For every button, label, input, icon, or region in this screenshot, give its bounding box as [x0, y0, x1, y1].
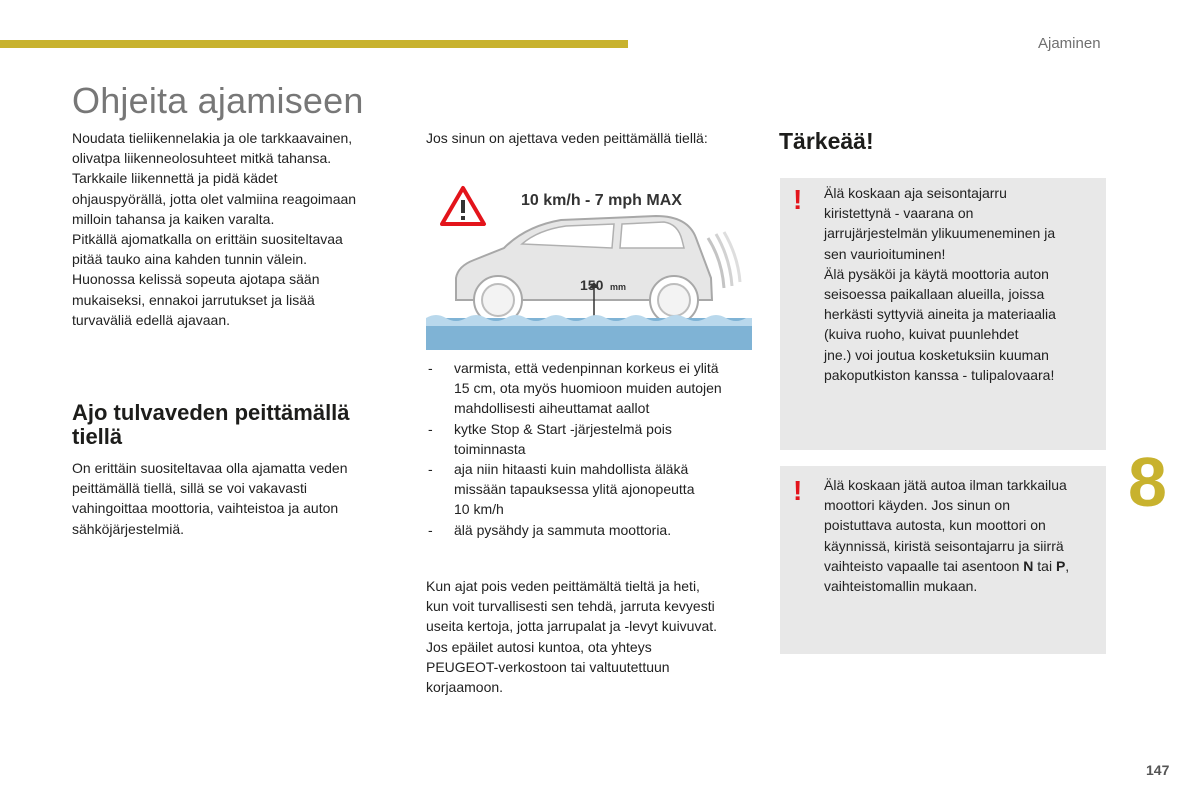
after-line: useita kertoja, jotta jarrupalat ja -levyt kuivuvat.	[426, 618, 718, 635]
gear-n-label: N	[1023, 557, 1034, 574]
warning-text	[824, 475, 1100, 596]
after-line: kun voit turvallisesti sen tehdä, jarruta kevyesti	[426, 598, 715, 615]
warning-line: sen vaurioituminen!	[824, 245, 946, 262]
intro-line: Tarkkaile liikennettä ja pidä kädet	[72, 170, 278, 187]
list-item-line: missään tapauksessa ylitä ajonopeutta	[454, 481, 695, 498]
warning-line-part: tai	[1033, 557, 1056, 574]
warning-line: herkästi syttyviä aineita ja materiaalia	[824, 306, 1056, 323]
warning-line: poistuttava autosta, kun moottori on	[824, 517, 1046, 534]
warning-line: jne.) voi joutua kosketuksiin kuuman	[824, 346, 1049, 363]
water-surface	[426, 315, 752, 350]
section-name: Ajaminen	[1038, 35, 1101, 52]
important-heading: Tärkeää!	[779, 128, 874, 154]
intro-line: ohjauspyörällä, jotta olet valmiina reagoimaan	[72, 190, 357, 207]
list-item	[426, 520, 756, 540]
flood-paragraph	[72, 458, 402, 539]
after-line: korjaamoon.	[426, 679, 504, 696]
warning-box-engine-running	[780, 466, 1106, 654]
intro-line: Pitkällä ajomatkalla on erittäin suositeltavaa	[72, 231, 343, 248]
intro-line: Noudata tieliikennelakia ja ole tarkkaavainen,	[72, 130, 353, 146]
page-title: Ohjeita ajamiseen	[72, 80, 364, 121]
flood-figure	[426, 178, 752, 350]
warning-exclamation-icon: !	[793, 475, 803, 506]
intro-line: milloin tahansa ja kaiken varalta.	[72, 210, 275, 227]
flood-line: vahingoittaa moottoria, vaihteistoa ja auton	[72, 500, 339, 517]
warning-line: käynnissä, kiristä seisontajarru ja siirrä	[824, 537, 1064, 554]
gear-p-label: P	[1055, 557, 1066, 574]
speed-limit-label: 10 km/h - 7 mph MAX	[521, 192, 682, 209]
intro-line: turvaväliä edellä ajavaan.	[72, 311, 230, 328]
after-line: PEUGEOT-verkostoon tai valtuutettuun	[426, 658, 670, 675]
list-item	[426, 358, 756, 419]
list-item-line: kytke Stop & Start -järjestelmä pois	[454, 420, 672, 437]
header-accent-bar	[0, 40, 628, 48]
middle-intro: Jos sinun on ajettava veden peittämällä tiellä:	[426, 130, 708, 146]
list-item	[426, 419, 756, 459]
warning-text	[824, 183, 1100, 385]
warning-line: Älä koskaan jätä autoa ilman tarkkailua	[824, 477, 1067, 493]
list-item-line: varmista, että vedenpinnan korkeus ei ylitä	[454, 360, 719, 376]
flood-heading: Ajo tulvaveden peittämällä tiellä	[72, 400, 350, 449]
flooded-road-car-illustration	[426, 178, 752, 350]
warning-line: vaihteistomallin mukaan.	[824, 578, 978, 595]
intro-line: olivatpa liikenneolosuhteet mitkä tahansa.	[72, 150, 332, 167]
after-line: Jos epäilet autosi kuntoa, ota yhteys	[426, 638, 652, 655]
intro-paragraph	[72, 128, 402, 330]
intro-line: Huonossa kelissä sopeuta ajotapa sään	[72, 271, 320, 288]
warning-line: jarrujärjestelmän ylikuumeneminen ja	[824, 225, 1056, 242]
depth-unit: mm	[610, 282, 627, 292]
warning-line: (kuiva ruoho, kuivat puunlehdet	[824, 326, 1019, 343]
warning-box-parking-brake	[780, 178, 1106, 450]
flood-line: On erittäin suositeltavaa olla ajamatta veden	[72, 460, 348, 476]
list-item-line: aja niin hitaasti kuin mahdollista äläkä	[454, 461, 689, 478]
warning-line-part: vaihteisto vapaalle tai asentoon	[824, 557, 1024, 574]
list-item-line: mahdollisesti aiheuttamat aallot	[454, 400, 650, 417]
car-icon	[456, 216, 740, 324]
after-flood-paragraph	[426, 576, 766, 697]
list-item-line: 10 km/h	[454, 501, 504, 518]
warning-triangle-icon	[442, 188, 484, 224]
warning-line-part: ,	[1065, 557, 1070, 574]
page-number: 147	[1146, 762, 1170, 778]
warning-line: Älä koskaan aja seisontajarru	[824, 185, 1007, 201]
intro-line: mukaiseksi, ennakoi jarrutukset ja lisää	[72, 291, 315, 308]
warning-line: moottori käyden. Jos sinun on	[824, 497, 1010, 514]
warning-line: pakoputkiston kanssa - tulipalovaara!	[824, 366, 1055, 383]
list-item-line: toiminnasta	[454, 440, 526, 457]
warning-line: kiristettynä - vaarana on	[824, 205, 974, 222]
warning-exclamation-icon: !	[793, 184, 803, 215]
list-item-line: älä pysähdy ja sammuta moottoria.	[454, 521, 672, 538]
depth-value: 150	[580, 277, 604, 293]
intro-line: pitää tauko aina kahden tunnin välein.	[72, 251, 308, 268]
warning-line: seisoessa paikallaan alueilla, joissa	[824, 286, 1045, 303]
warning-line	[824, 556, 1100, 576]
flood-line: sähköjärjestelmiä.	[72, 520, 185, 537]
warning-line: Älä pysäköi ja käytä moottoria auton	[824, 265, 1049, 282]
flood-instructions-list	[426, 358, 756, 540]
flood-line: peittämällä tiellä, sillä se voi vakavasti	[72, 480, 307, 497]
chapter-number: 8	[1128, 443, 1167, 521]
after-line: Kun ajat pois veden peittämältä tieltä ja heti,	[426, 578, 700, 594]
list-item	[426, 459, 756, 520]
list-item-line: 15 cm, ota myös huomioon muiden autojen	[454, 380, 722, 397]
